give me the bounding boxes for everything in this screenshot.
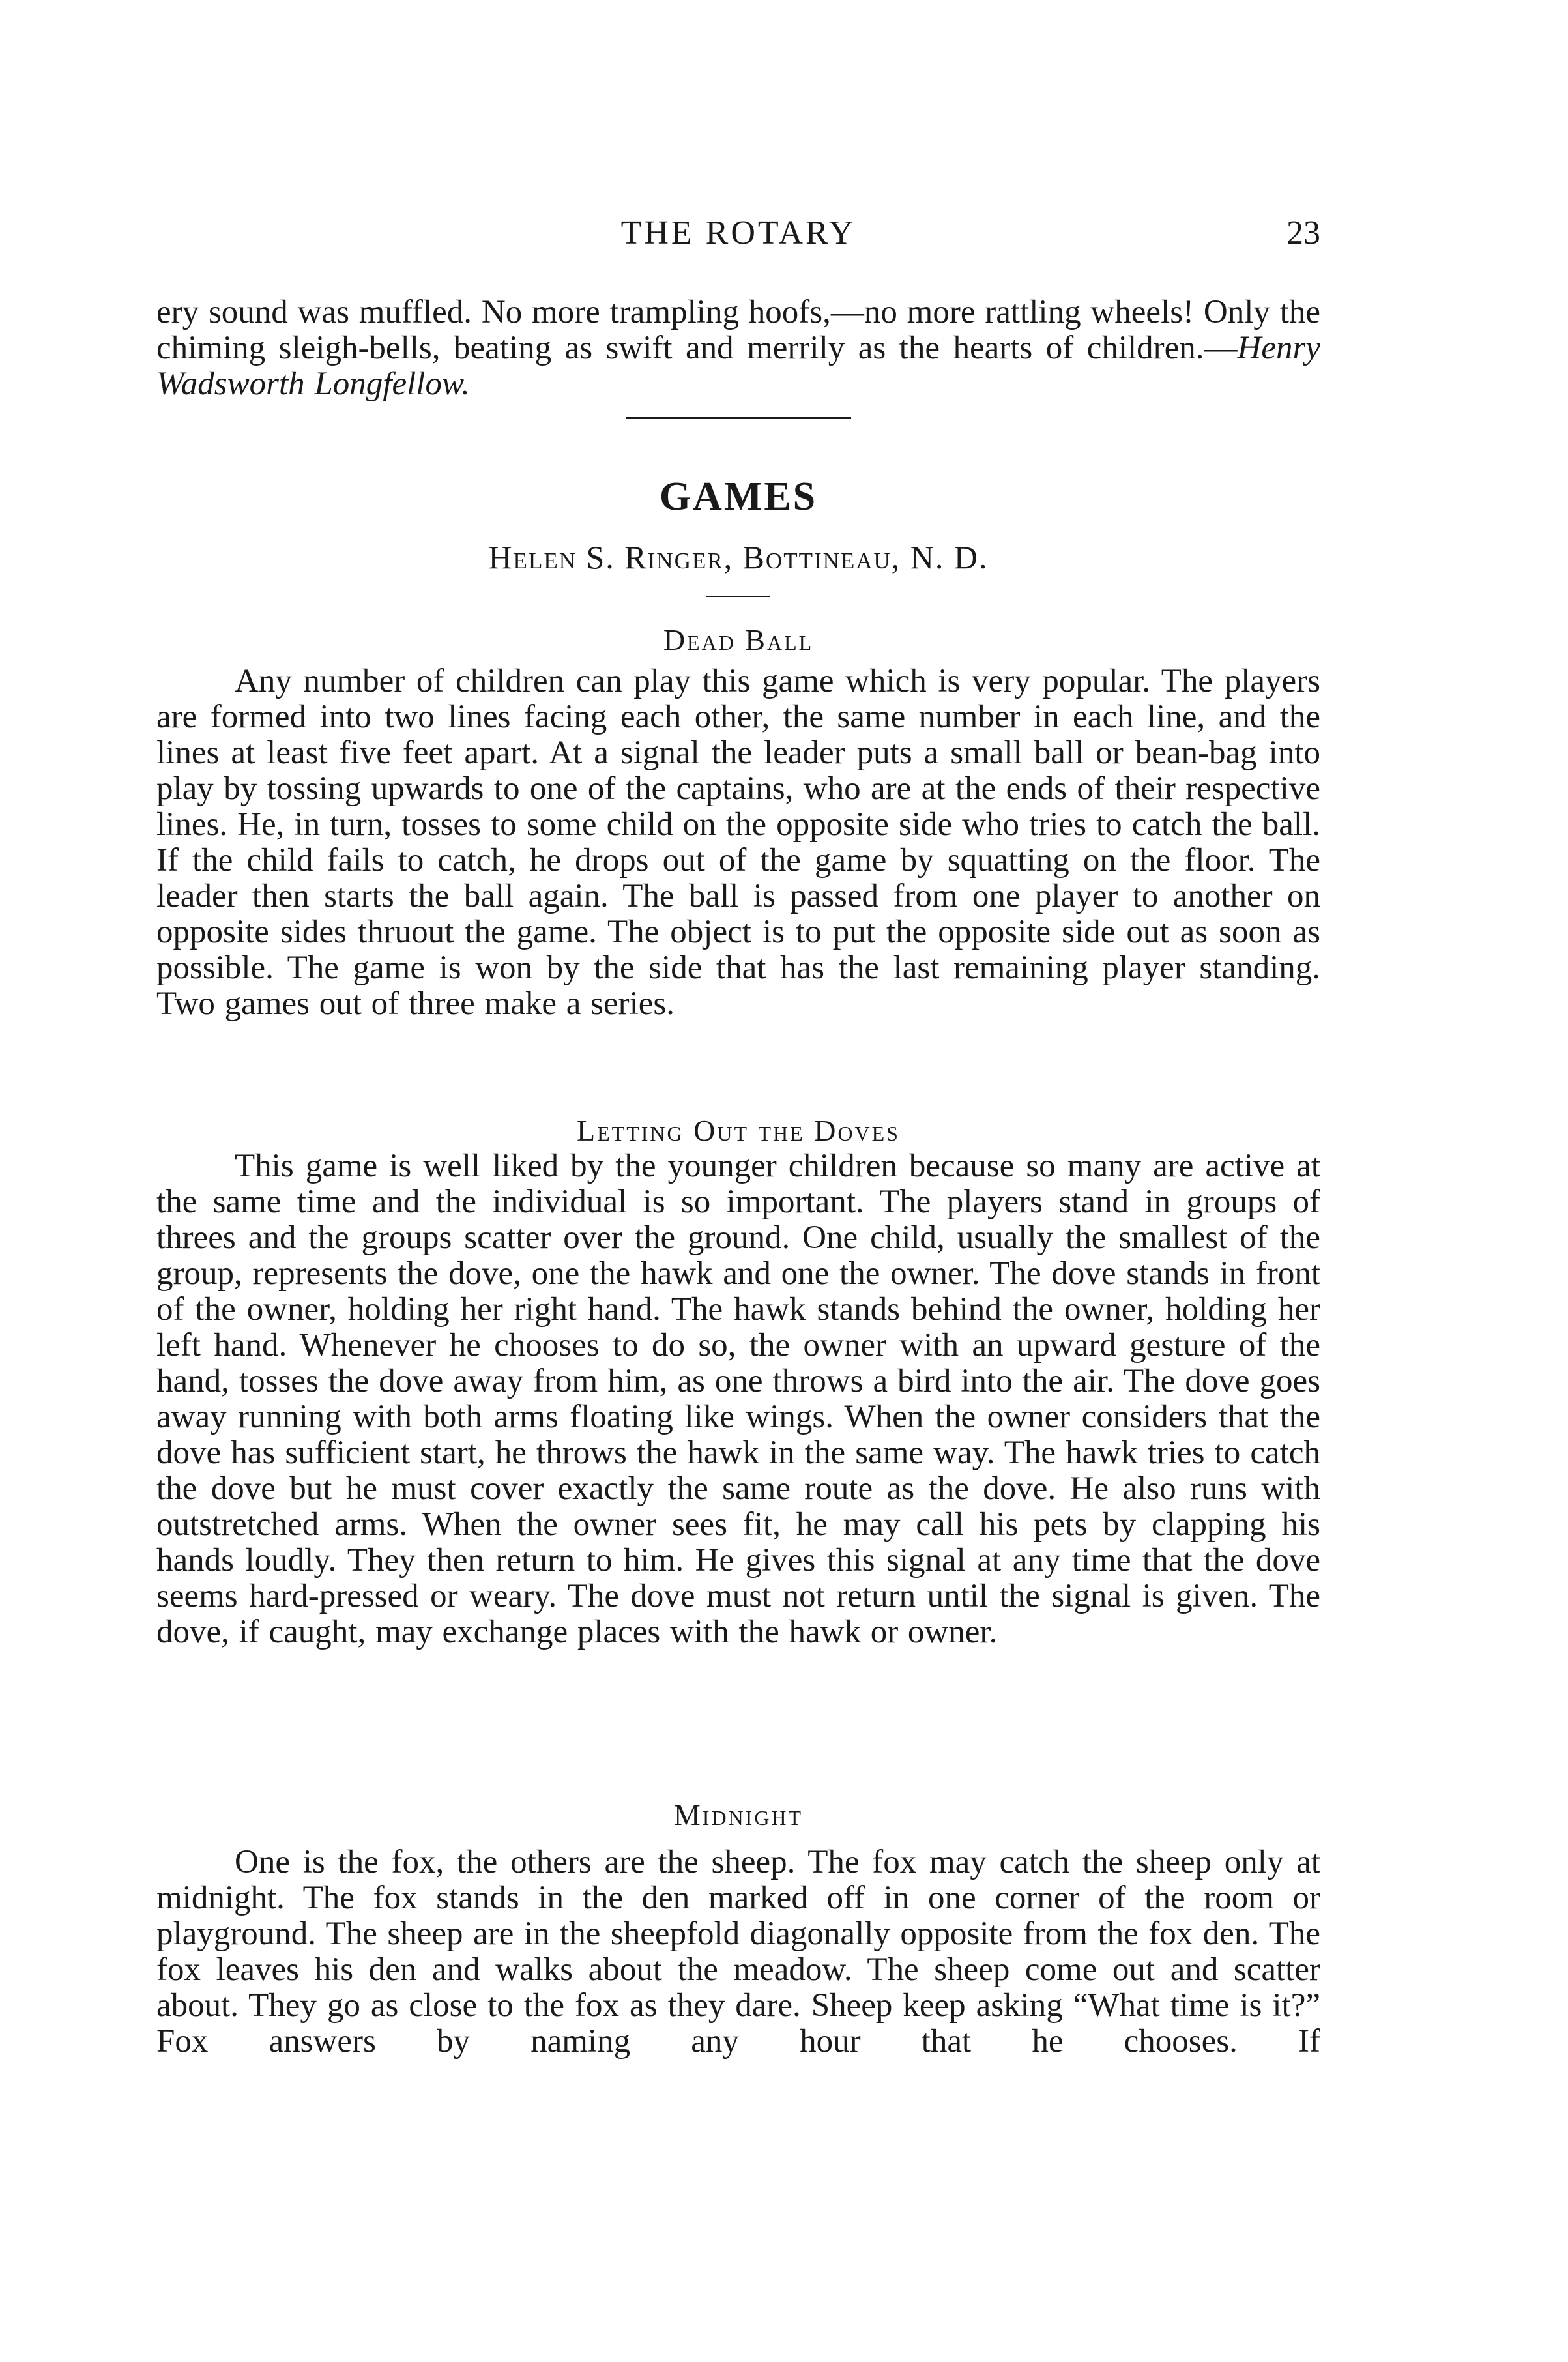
section-body-dead-ball: Any number of children can play this game which is very popular. The players are formed into two lines facing each other, the same number in each line, and the lines at least five feet apart. At a signal the leader puts a small ball or bean-bag into play by tossing upwards to one of the captains, who are at the ends of their respective lines. He, in turn, tosses to some child on the opposite side who tries to catch the ball. If the child fails to catch, he drops out of the game by squatting on the floor. The leader then starts the ball again. The ball is passed from one player to another on opposite sides thruout the game. The object is to put the opposite side out as soon as possible. The game is won by the side that has the last remaining player standing. Two games out of three make a series.: [156, 663, 1320, 1022]
section-heading-dead-ball: Dead Ball: [663, 623, 814, 656]
section-heading-midnight: Midnight: [673, 1798, 804, 1831]
byline-rule: [706, 596, 770, 597]
section-divider-rule: [626, 417, 851, 419]
section-body-block-dead-ball: [156, 663, 1320, 1022]
article-title: GAMES: [659, 474, 818, 519]
intro-text: ery sound was muffled. No more trampling hoofs,—no more rattling wheels! Only the chiming sleigh-bells, beating as swift and merrily as the hearts of children.—: [156, 294, 1320, 366]
section-body-block-letting-out-the-doves: [156, 1148, 1320, 1650]
running-head: [156, 207, 1320, 259]
intro-paragraph-block: [156, 295, 1320, 402]
page-number: 23: [1286, 214, 1320, 252]
section-body-block-midnight: [156, 1844, 1320, 2060]
intro-paragraph: [156, 295, 1320, 402]
section-heading-letting-out-the-doves: Letting Out the Doves: [577, 1114, 900, 1147]
section-body-midnight: One is the fox, the others are the sheep. The fox may catch the sheep only at midnight. The fox stands in the den marked off in one corner of the room or playground. The sheep are in the sheepfold diagonally opposite from the fox den. The fox leaves his den and walks about the meadow. The sheep come out and scatter about. They go as close to the fox as they dare. Sheep keep asking “What time is it?” Fox answers by naming any hour that he chooses. If: [156, 1844, 1320, 2060]
running-title: THE ROTARY: [620, 214, 856, 252]
intro-attribution: Henry Wadsworth Longfellow.: [156, 330, 1320, 402]
article-byline: Helen S. Ringer, Bottineau, N. D.: [488, 539, 989, 576]
section-body-letting-out-the-doves: This game is well liked by the younger children because so many are active at the same time and the individual is so important. The players stand in groups of threes and the groups scatter over the ground. One child, usually the smallest of the group, represents the dove, one the hawk and one the owner. The dove stands in front of the owner, holding her right hand. The hawk stands behind the owner, holding her left hand. Whenever he chooses to do so, the owner with an upward gesture of the hand, tosses the dove away from him, as one throws a bird into the air. The dove goes away running with both arms floating like wings. When the owner considers that the dove has sufficient start, he throws the hawk in the same way. The hawk tries to catch the dove but he must cover exactly the same route as the dove. He also runs with outstretched arms. When the owner sees fit, he may call his pets by clapping his hands loudly. They then return to him. He gives this signal at any time that the dove seems hard-pressed or weary. The dove must not return until the signal is given. The dove, if caught, may exchange places with the hawk or owner.: [156, 1148, 1320, 1650]
